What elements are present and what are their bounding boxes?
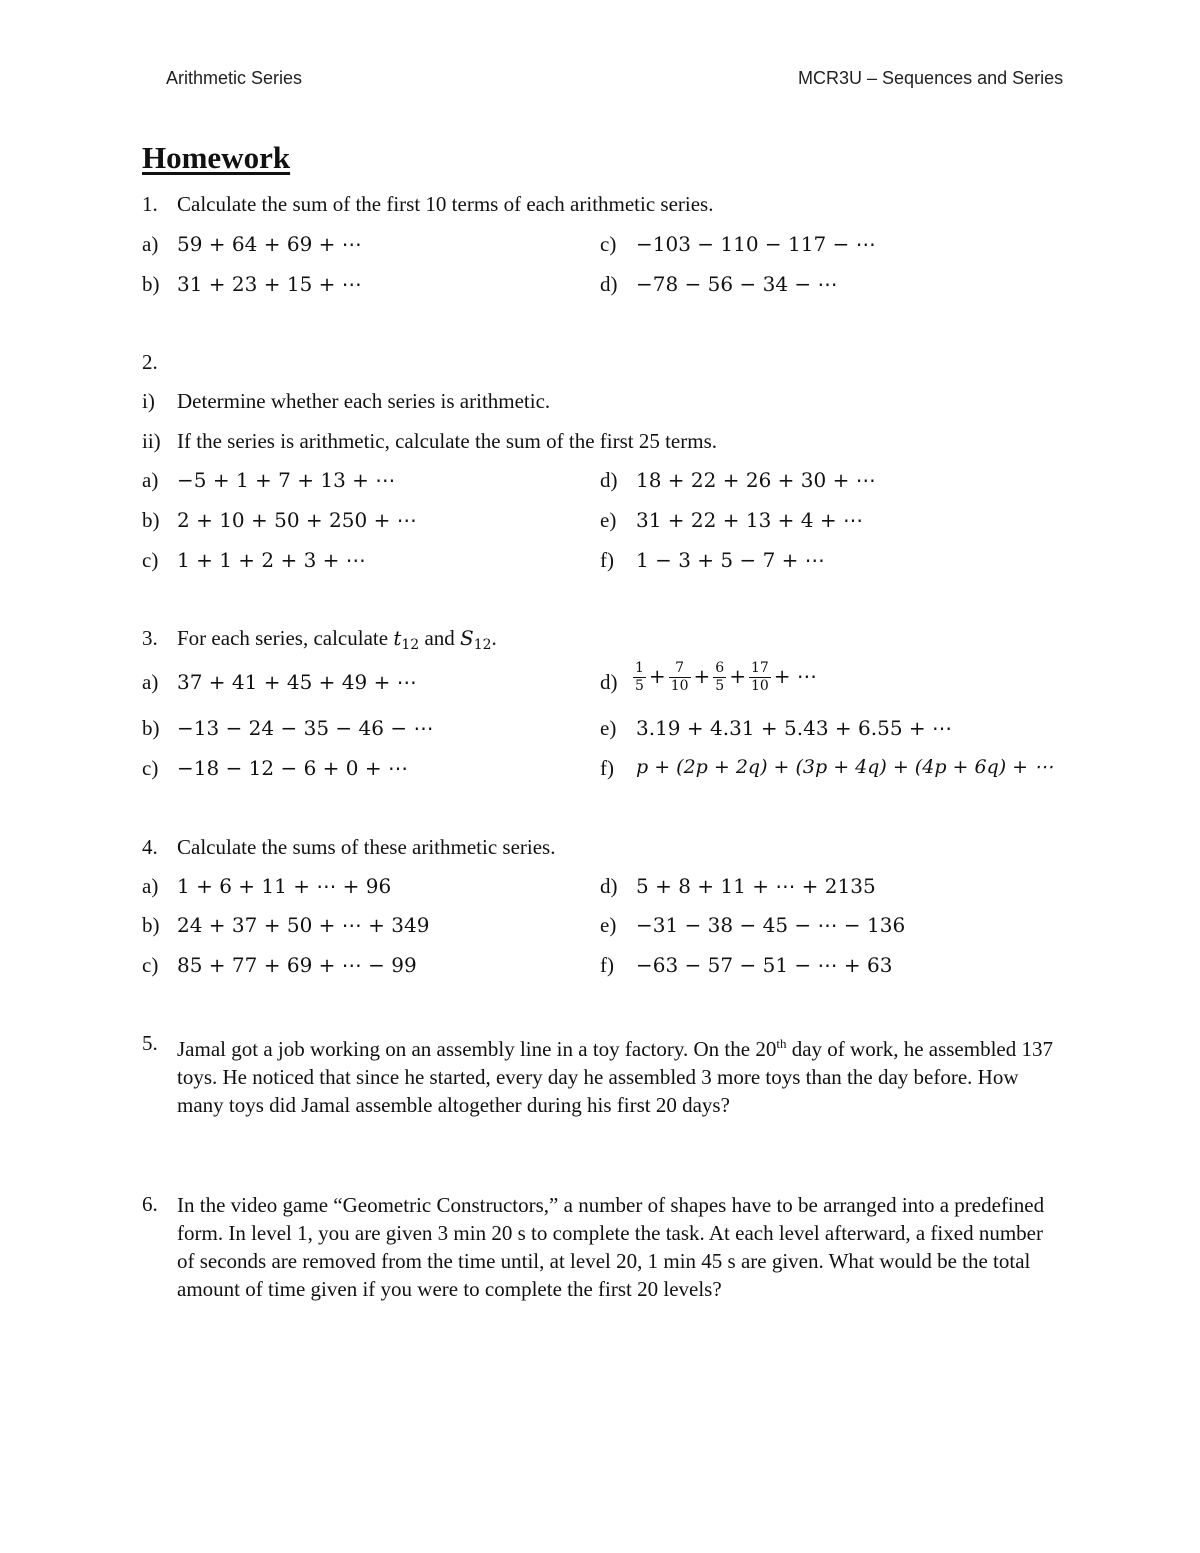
q5-number: 5.	[142, 1031, 158, 1055]
q1d-expr: −78 − 56 − 34 − ⋯	[636, 272, 838, 296]
q4b-label: b)	[142, 913, 160, 937]
q2e-label: e)	[600, 508, 617, 532]
q3b-label: b)	[142, 716, 160, 740]
q2c-label: c)	[142, 548, 159, 572]
q3d-expr: $\frac{1}{5}$ + $\frac{7}{10}$ + $\frac{6}{5}$ + $\frac{17}{10}$ + ⋯	[635, 660, 817, 694]
fraction: $\frac{6}{5}$	[715, 660, 725, 694]
q1-number: 1.	[142, 192, 158, 216]
q1c-label: c)	[600, 232, 617, 256]
q4a-expr: 1 + 6 + 11 + ⋯ + 96	[177, 874, 392, 898]
q1a-expr: 59 + 64 + 69 + ⋯	[177, 232, 362, 256]
q3b-expr: −13 − 24 − 35 − 46 − ⋯	[177, 716, 434, 740]
q4-prompt: Calculate the sums of these arithmetic series.	[177, 835, 556, 859]
q4d-label: d)	[600, 874, 618, 898]
header-right: MCR3U – Sequences and Series	[798, 68, 1064, 88]
q4c-expr: 85 + 77 + 69 + ⋯ − 99	[177, 953, 417, 977]
q4e-label: e)	[600, 913, 617, 937]
q1b-label: b)	[142, 272, 160, 296]
q1d-label: d)	[600, 272, 618, 296]
q3e-expr: 3.19 + 4.31 + 5.43 + 6.55 + ⋯	[636, 716, 953, 740]
page-title: Homework	[142, 140, 291, 175]
q5-text: Jamal got a job working on an assembly line in a toy factory. On the 20th day of work, he assembled 137 toys. He noticed that since he started, every day he assembled 3 more toys than the day before. How many toys did Jamal assemble altogether during his first 20 days?	[177, 1036, 1053, 1117]
q4-number: 4.	[142, 835, 158, 859]
q4c-label: c)	[142, 953, 159, 977]
q2d-expr: 18 + 22 + 26 + 30 + ⋯	[636, 468, 876, 492]
q4d-expr: 5 + 8 + 11 + ⋯ + 2135	[636, 874, 876, 898]
q2e-expr: 31 + 22 + 13 + 4 + ⋯	[636, 508, 863, 532]
q3c-label: c)	[142, 756, 159, 780]
fraction: $\frac{7}{10}$	[670, 660, 689, 694]
q2-part-i: Determine whether each series is arithmetic.	[177, 389, 551, 413]
q1-prompt: Calculate the sum of the first 10 terms of each arithmetic series.	[177, 192, 714, 216]
q3e-label: e)	[600, 716, 617, 740]
q4e-expr: −31 − 38 − 45 − ⋯ − 136	[636, 913, 906, 937]
q2a-expr: −5 + 1 + 7 + 13 + ⋯	[177, 468, 396, 492]
q3-prompt: For each series, calculate $t_{12}$ and $S_{12}$.	[177, 626, 497, 653]
q4f-label: f)	[600, 953, 614, 977]
q3f-label: f)	[600, 756, 614, 780]
q2a-label: a)	[142, 468, 159, 492]
q1c-expr: −103 − 110 − 117 − ⋯	[636, 232, 876, 256]
q1a-label: a)	[142, 232, 159, 256]
q2b-label: b)	[142, 508, 160, 532]
q2f-label: f)	[600, 548, 614, 572]
q6-number: 6.	[142, 1192, 158, 1216]
q3a-label: a)	[142, 670, 159, 694]
q4f-expr: −63 − 57 − 51 − ⋯ + 63	[636, 953, 893, 977]
q2f-expr: 1 − 3 + 5 − 7 + ⋯	[636, 548, 825, 572]
q2d-label: d)	[600, 468, 618, 492]
q1b-expr: 31 + 23 + 15 + ⋯	[177, 272, 362, 296]
q3f-expr: p + (2p + 2q) + (3p + 4q) + (4p + 6q) + ⋯	[636, 756, 1054, 778]
q2c-expr: 1 + 1 + 2 + 3 + ⋯	[177, 548, 366, 572]
q3a-expr: 37 + 41 + 45 + 49 + ⋯	[177, 670, 417, 694]
q3-prompt-start: For each series, calculate	[177, 626, 389, 650]
q6-text: In the video game “Geometric Constructors,” a number of shapes have to be arranged into a predefined form. In level 1, you are given 3 min 20 s to complete the task. At each level afterward, a fixed number of seconds are removed from the time until, at level 20, 1 min 45 s are given. What would be the total amount of time given if you were to complete the first 20 levels?	[177, 1193, 1045, 1301]
fraction: $\frac{17}{10}$	[750, 660, 769, 694]
q3d-label: d)	[600, 670, 618, 694]
q3-and: and	[424, 626, 455, 650]
q3c-expr: −18 − 12 − 6 + 0 + ⋯	[177, 756, 408, 780]
q3-number: 3.	[142, 626, 158, 650]
q3-t-var: $t_{12}$	[393, 626, 420, 653]
q4a-label: a)	[142, 874, 159, 898]
q2b-expr: 2 + 10 + 50 + 250 + ⋯	[177, 508, 417, 532]
q3-s-var: $S_{12}$	[460, 626, 492, 653]
fraction: $\frac{1}{5}$	[635, 660, 644, 694]
q2-part-i-label: i)	[142, 389, 155, 413]
header-left: Arithmetic Series	[166, 68, 303, 88]
q4b-expr: 24 + 37 + 50 + ⋯ + 349	[177, 913, 430, 937]
q2-part-ii-label: ii)	[142, 429, 161, 453]
q2-part-ii: If the series is arithmetic, calculate the sum of the first 25 terms.	[177, 429, 717, 453]
q2-number: 2.	[142, 350, 158, 374]
